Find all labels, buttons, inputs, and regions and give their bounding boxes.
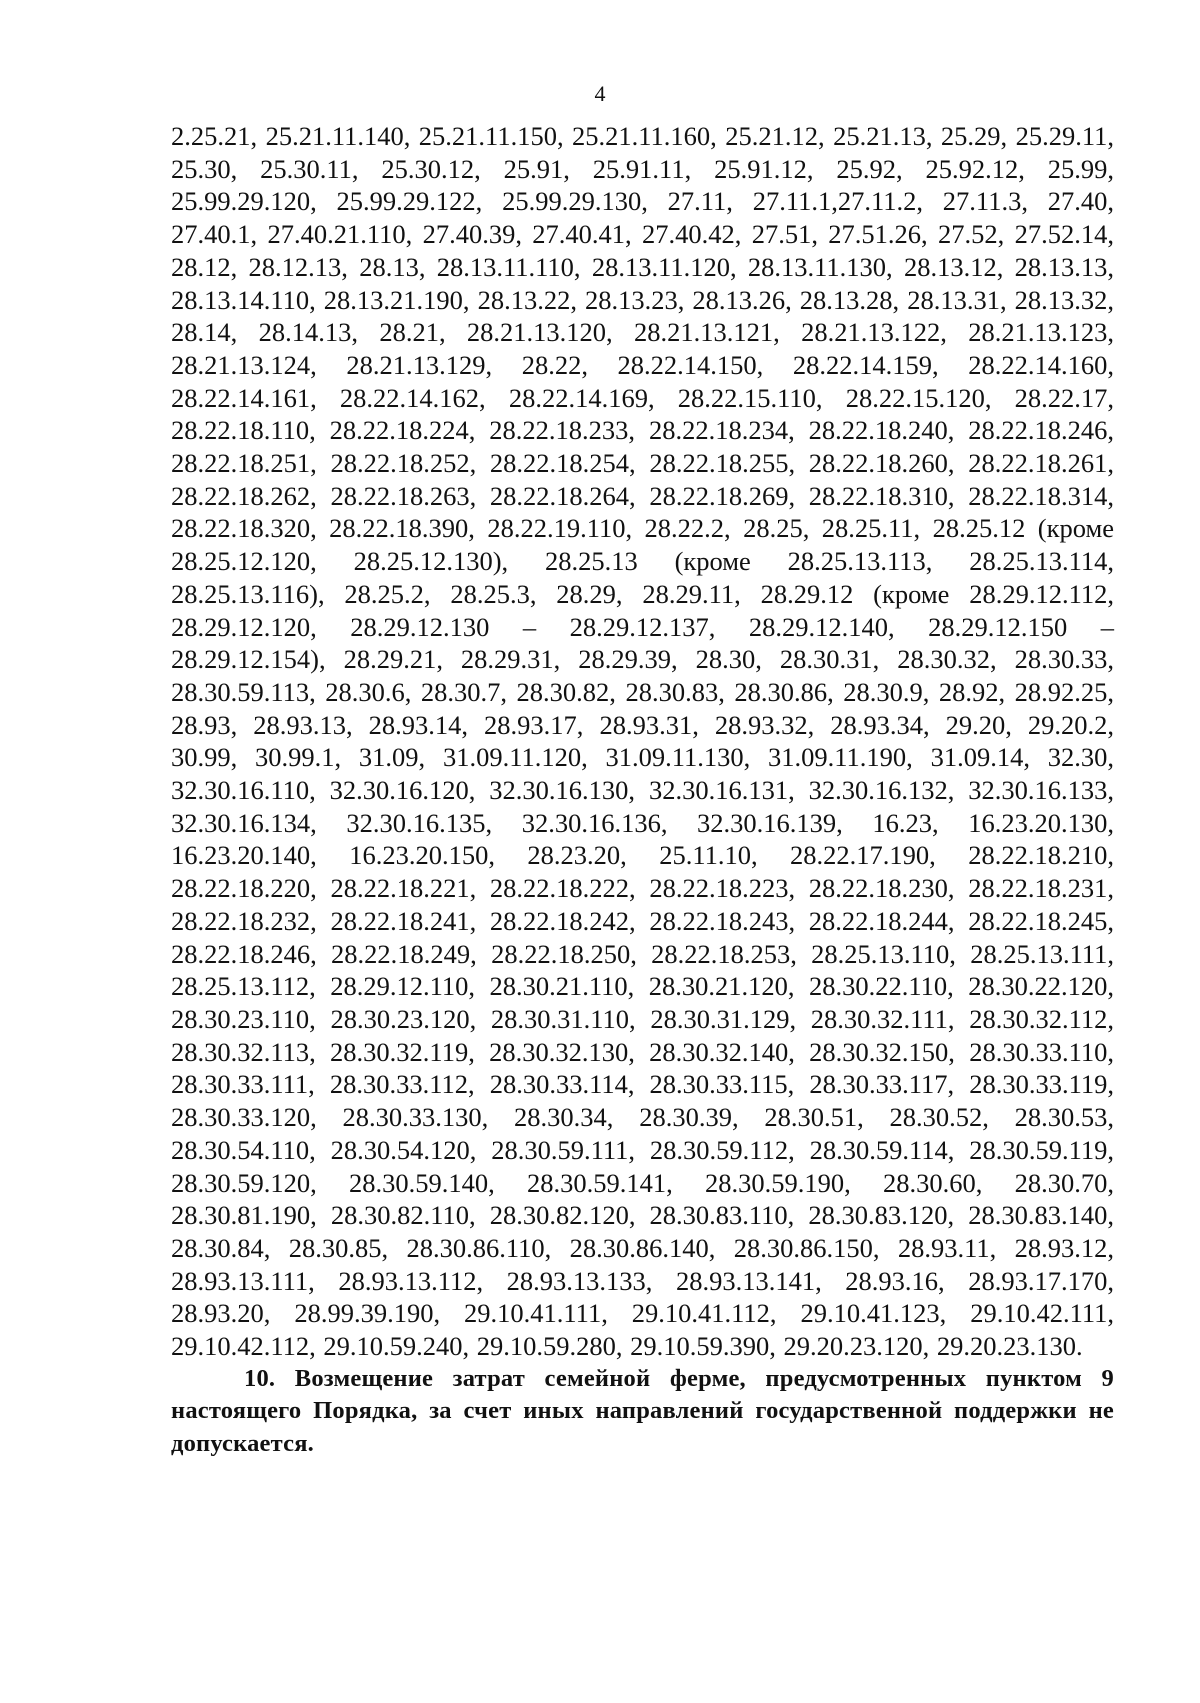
- clause-10-paragraph: 10. Возмещение затрат семейной ферме, предусмотренных пунктом 9 настоящего Порядка, за счет иных направлений государственной поддержки не допускается.: [171, 1364, 1114, 1457]
- okpd-code-list: 2.25.21, 25.21.11.140, 25.21.11.150, 25.21.11.160, 25.21.12, 25.21.13, 25.29, 25.29.11, 25.30, 25.30.11, 25.30.12, 25.91, 25.91.11, 25.91.12, 25.92, 25.92.12, 25.99, 25.99.29.120, 25.99.29.122, 25.99.29.130, 27.11, 27.11.1,27.11.2, 27.11.3, 27.40, 27.40.1, 27.40.21.110, 27.40.39, 27.40.41, 27.40.42, 27.51, 27.51.26, 27.52, 27.52.14, 28.12, 28.12.13, 28.13, 28.13.11.110, 28.13.11.120, 28.13.11.130, 28.13.12, 28.13.13, 28.13.14.110, 28.13.21.190, 28.13.22, 28.13.23, 28.13.26, 28.13.28, 28.13.31, 28.13.32, 28.14, 28.14.13, 28.21, 28.21.13.120, 28.21.13.121, 28.21.13.122, 28.21.13.123, 28.21.13.124, 28.21.13.129, 28.22, 28.22.14.150, 28.22.14.159, 28.22.14.160, 28.22.14.161, 28.22.14.162, 28.22.14.169, 28.22.15.110, 28.22.15.120, 28.22.17, 28.22.18.110, 28.22.18.224, 28.22.18.233, 28.22.18.234, 28.22.18.240, 28.22.18.246, 28.22.18.251, 28.22.18.252, 28.22.18.254, 28.22.18.255, 28.22.18.260, 28.22.18.261, 28.22.18.262, 28.22.18.263, 28.22.18.264, 28.22.18.269, 28.22.18.310, 28.22.18.314, 28.22.18.320, 28.22.18.390, 28.22.19.110, 28.22.2, 28.25, 28.25.11, 28.25.12 (кроме 28.25.12.120, 28.25.12.130), 28.25.13 (кроме 28.25.13.113, 28.25.13.114, 28.25.13.116), 28.25.2, 28.25.3, 28.29, 28.29.11, 28.29.12 (кроме 28.29.12.112, 28.29.12.120, 28.29.12.130 – 28.29.12.137, 28.29.12.140, 28.29.12.150 – 28.29.12.154), 28.29.21, 28.29.31, 28.29.39, 28.30, 28.30.31, 28.30.32, 28.30.33, 28.30.59.113, 28.30.6, 28.30.7, 28.30.82, 28.30.83, 28.30.86, 28.30.9, 28.92, 28.92.25, 28.93, 28.93.13, 28.93.14, 28.93.17, 28.93.31, 28.93.32, 28.93.34, 29.20, 29.20.2, 30.99, 30.99.1, 31.09, 31.09.11.120, 31.09.11.130, 31.09.11.190, 31.09.14, 32.30, 32.30.16.110, 32.30.16.120, 32.30.16.130, 32.30.16.131, 32.30.16.132, 32.30.16.133, 32.30.16.134, 32.30.16.135, 32.30.16.136, 32.30.16.139, 16.23, 16.23.20.130, 16.23.20.140, 16.23.20.150, 28.23.20, 25.11.10, 28.22.17.190, 28.22.18.210, 28.22.18.220, 28.22.18.221, 28.22.18.222, 28.22.18.223, 28.22.18.230, 28.22.18.231, 28.22.18.232, 28.22.18.241, 28.22.18.242, 28.22.18.243, 28.22.18.244, 28.22.18.245, 28.22.18.246, 28.22.18.249, 28.22.18.250, 28.22.18.253, 28.25.13.110, 28.25.13.111, 28.25.13.112, 28.29.12.110, 28.30.21.110, 28.30.21.120, 28.30.22.110, 28.30.22.120, 28.30.23.110, 28.30.23.120, 28.30.31.110, 28.30.31.129, 28.30.32.111, 28.30.32.112, 28.30.32.113, 28.30.32.119, 28.30.32.130, 28.30.32.140, 28.30.32.150, 28.30.33.110, 28.30.33.111, 28.30.33.112, 28.30.33.114, 28.30.33.115, 28.30.33.117, 28.30.33.119, 28.30.33.120, 28.30.33.130, 28.30.34, 28.30.39, 28.30.51, 28.30.52, 28.30.53, 28.30.54.110, 28.30.54.120, 28.30.59.111, 28.30.59.112, 28.30.59.114, 28.30.59.119, 28.30.59.120, 28.30.59.140, 28.30.59.141, 28.30.59.190, 28.30.60, 28.30.70, 28.30.81.190, 28.30.82.110, 28.30.82.120, 28.30.83.110, 28.30.83.120, 28.30.83.140, 28.30.84, 28.30.85, 28.30.86.110, 28.30.86.140, 28.30.86.150, 28.93.11, 28.93.12, 28.93.13.111, 28.93.13.112, 28.93.13.133, 28.93.13.141, 28.93.16, 28.93.17.170, 28.93.20, 28.99.39.190, 29.10.41.111, 29.10.41.112, 29.10.41.123, 29.10.42.111, 29.10.42.112, 29.10.59.240, 29.10.59.280, 29.10.59.390, 29.20.23.120, 29.20.23.130.: [171, 121, 1114, 1362]
- page-number: 4: [594, 81, 606, 106]
- document-body: [171, 120, 1114, 1460]
